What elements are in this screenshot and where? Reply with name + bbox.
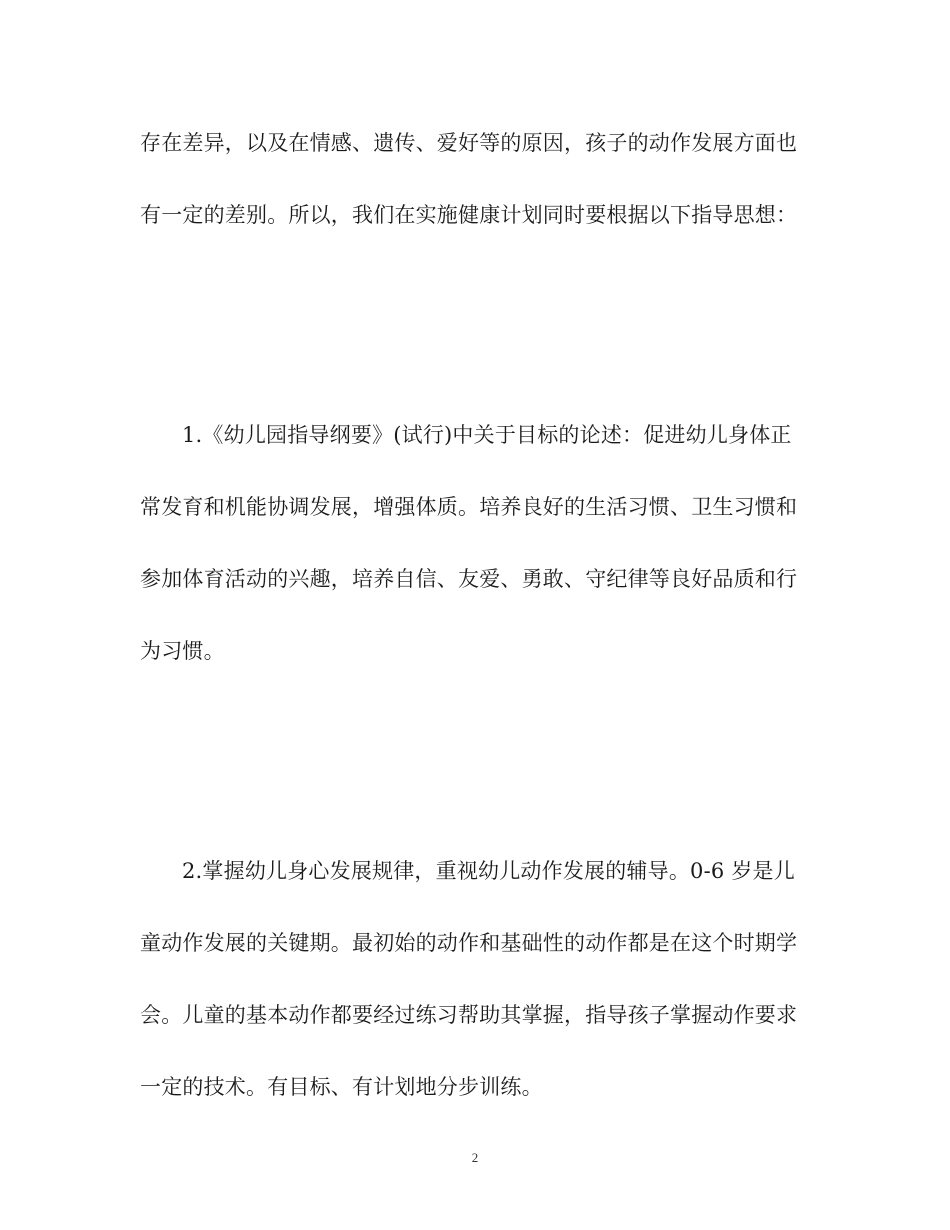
paragraph-line: 一定的技术。有目标、有计划地分步训练。 [140, 1075, 543, 1099]
paragraph-line: 参加体育活动的兴趣，培养自信、友爱、勇敢、守纪律等良好品质和行 [140, 567, 798, 591]
paragraph-line: 有一定的差别。所以，我们在实施健康计划同时要根据以下指导思想： [140, 203, 798, 227]
paragraph-line: 童动作发展的关键期。最初始的动作和基础性的动作都是在这个时期学 [140, 931, 798, 955]
paragraph-line: 存在差异，以及在情感、遗传、爱好等的原因，孩子的动作发展方面也 [140, 131, 798, 155]
paragraph-line: 会。儿童的基本动作都要经过练习帮助其掌握，指导孩子掌握动作要求 [140, 1003, 798, 1027]
paragraph-line: 常发育和机能协调发展，增强体质。培养良好的生活习惯、卫生习惯和 [140, 495, 798, 519]
paragraph-line: 为习惯。 [140, 639, 225, 663]
paragraph-line: 1.《幼儿园指导纲要》(试行)中关于目标的论述：促进幼儿身体正 [182, 423, 792, 447]
paragraph-line: 2.掌握幼儿身心发展规律，重视幼儿动作发展的辅导。0-6 岁是儿 [182, 859, 795, 883]
page-number: 2 [471, 1150, 479, 1165]
